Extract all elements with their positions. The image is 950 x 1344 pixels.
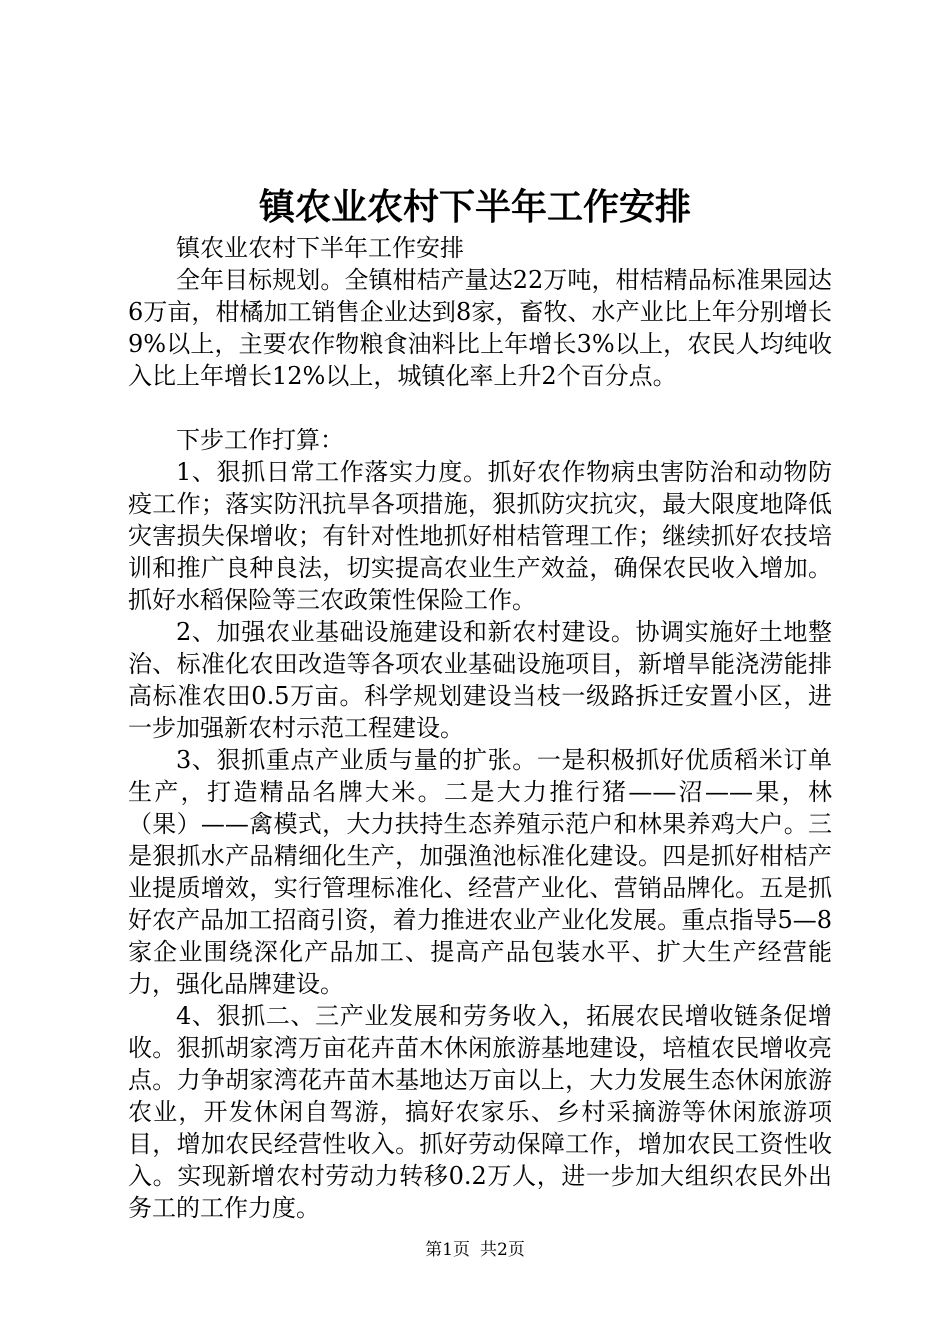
paragraph-spacer <box>128 392 832 424</box>
paragraph-item-1: 1、狠抓日常工作落实力度。抓好农作物病虫害防治和动物防疫工作；落实防汛抗旱各项措施，狠抓防灾抗灾，最大限度地降低灾害损失保增收；有针对性地抓好柑桔管理工作；继续抓好农技培训和推广良种良法，切实提高农业生产效益，确保农民收入增加。抓好水稻保险等三农政策性保险工作。 <box>128 458 832 614</box>
paragraph-annual-goals: 全年目标规划。全镇柑桔产量达22万吨，柑桔精品标准果园达6万亩，柑橘加工销售企业达到8家，畜牧、水产业比上年分别增长9%以上，主要农作物粮食油料比上年增长3%以上，农民人均纯收入比上年增长12%以上，城镇化率上升2个百分点。 <box>128 266 832 390</box>
document-body <box>128 232 832 1224</box>
paragraph-next-steps-heading: 下步工作打算： <box>176 426 344 454</box>
page-number: 第1页 <box>425 1240 470 1260</box>
page-total: 共2页 <box>480 1240 525 1260</box>
paragraph-item-4: 4、狠抓二、三产业发展和劳务收入，拓展农民增收链条促增收。狠抓胡家湾万亩花卉苗木休闲旅游基地建设，培植农民增收亮点。力争胡家湾花卉苗木基地达万亩以上，大力发展生态休闲旅游农业，开发休闲自驾游，搞好农家乐、乡村采摘游等休闲旅游项目，增加农民经营性收入。抓好劳动保障工作，增加农民工资性收入。实现新增农村劳动力转移0.2万人，进一步加大组织农民外出务工的工作力度。 <box>128 1002 832 1222</box>
paragraph-heading-repeat: 镇农业农村下半年工作安排 <box>176 234 464 262</box>
paragraph-item-2: 2、加强农业基础设施建设和新农村建设。协调实施好土地整治、标准化农田改造等各项农业基础设施项目，新增旱能浇涝能排高标准农田0.5万亩。科学规划建设当枝一级路拆迁安置小区，进一步加强新农村示范工程建设。 <box>128 618 832 742</box>
page-footer <box>0 1238 950 1262</box>
paragraph-item-3: 3、狠抓重点产业质与量的扩张。一是积极抓好优质稻米订单生产，打造精品名牌大米。二是大力推行猪——沼——果，林（果）——禽模式，大力扶持生态养殖示范户和林果养鸡大户。三是狠抓水产品精细化生产，加强渔池标准化建设。四是抓好柑桔产业提质增效，实行管理标准化、经营产业化、营销品牌化。五是抓好农产品加工招商引资，着力推进农业产业化发展。重点指导5—8家企业围绕深化产品加工、提高产品包装水平、扩大生产经营能力，强化品牌建设。 <box>128 746 832 998</box>
document-title: 镇农业农村下半年工作安排 <box>258 186 691 228</box>
